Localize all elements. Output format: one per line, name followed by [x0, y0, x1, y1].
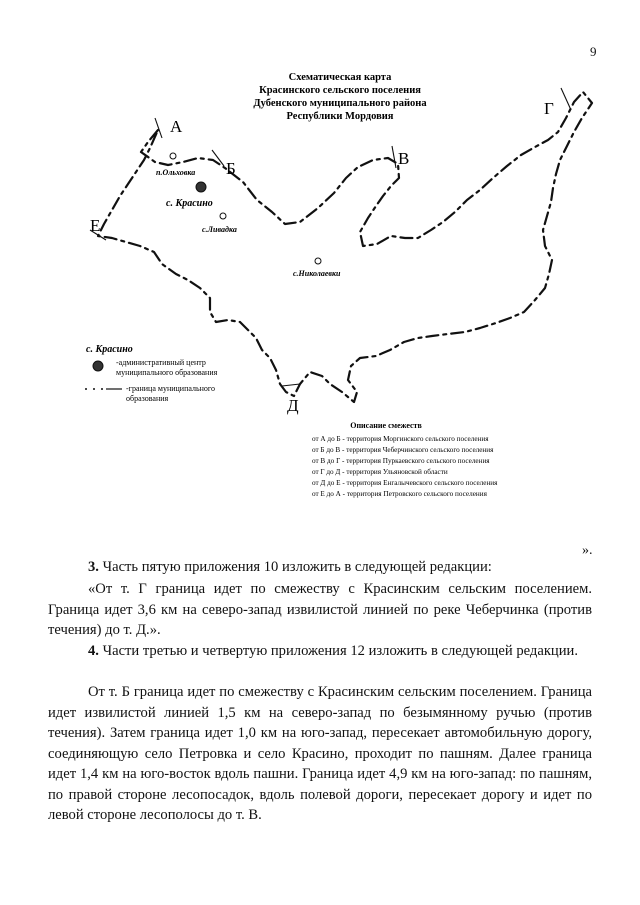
point-e-label: Е: [90, 216, 101, 235]
item-3-paragraph: [48, 557, 592, 578]
tick-v: [392, 146, 396, 168]
legend-dot-3: [101, 388, 103, 390]
point-v-label: В: [398, 149, 410, 168]
item-4-paragraph: [48, 641, 592, 662]
village-krasino-label: с. Красино: [166, 198, 213, 209]
adjacency-title: Описание смежеств: [350, 421, 422, 430]
page-number: 9: [590, 44, 597, 59]
adjacency-line-4: от Г до Д - территория Ульяновской области: [312, 468, 448, 476]
tick-g: [561, 88, 571, 110]
item-4-text: Части третью и четвертую приложения 12 изложить в следующей редакции.: [98, 643, 578, 659]
village-nikolaevka-marker: [315, 258, 321, 264]
legend-dot-1: [85, 388, 87, 390]
legend-center-desc-1: -административный центр: [116, 358, 206, 367]
map-title-line-3: Дубенского муниципального района: [253, 98, 427, 109]
item-3-text: Часть пятую приложения 10 изложить в следующей редакции:: [98, 559, 492, 575]
village-nikolaevka-label: с.Николаевки: [293, 269, 341, 278]
legend-center-desc-2: муниципального образования: [116, 368, 218, 377]
adjacency-line-6: от Е до А - территория Петровского сельского поселения: [312, 490, 487, 498]
admin-center-marker: [196, 182, 206, 192]
point-b-label: Б: [226, 159, 236, 178]
point-d-label: Д: [287, 396, 299, 415]
map-title-line-2: Красинского сельского поселения: [259, 85, 421, 96]
point-g-label: Г: [544, 99, 554, 118]
map-title-line-1: Схематическая карта: [288, 72, 392, 83]
item-3-number: 3.: [88, 559, 99, 575]
legend-center-name: с. Красино: [86, 344, 133, 355]
adjacency-line-2: от Б до В - территория Чеберчинского сельского поселения: [312, 446, 494, 454]
adjacency-line-3: от В до Г - территория Пуркаевского сельского поселения: [312, 457, 490, 465]
point-a-label: А: [170, 117, 183, 136]
map-title-line-4: Республики Мордовия: [286, 111, 394, 122]
legend-boundary-desc-1: -граница муниципального: [126, 384, 215, 393]
legend-center-icon: [93, 361, 103, 371]
village-livadka-marker: [220, 213, 226, 219]
item-3-quote: «От т. Г граница идет по смежеству с Красинским сельским поселением. Граница идет 3,6 км на северо-запад извилистой линией по реке Чеберчинка (против течения) до т. Д.».: [48, 581, 592, 638]
closing-quote: ».: [582, 543, 593, 558]
item-4-number: 4.: [88, 643, 99, 659]
boundary-line: [98, 92, 592, 402]
item-4-body: От т. Б граница идет по смежеству с Красинским сельским поселением. Граница идет извилистой линией 1,5 км на северо-запад по безымянному ручью (против течения). Затем граница идет 1,0 км на юго-запад, пересекает автомобильную дорогу, соединяющую село Петровка и село Красино, проходит по пашням. Далее граница идет 1,4 км на юго-восток вдоль пашни. Граница идет 4,9 км на юго-запад: по пашням, по правой стороне лесопосадок, вдоль полевой дороги, пересекает дорогу и идет по левой стороне лесополосы до т. В.: [48, 684, 592, 823]
adjacency-line-1: от А до Б - территория Моргинского сельского поселения: [312, 435, 489, 443]
village-olkhovka-label: п.Ольховка: [156, 168, 196, 177]
tick-d: [282, 384, 300, 386]
adjacency-line-5: от Д до Е - территория Енгалычевского сельского поселения: [312, 479, 498, 487]
legend-dot-2: [93, 388, 95, 390]
village-livadka-label: с.Ливадка: [202, 225, 237, 234]
village-olkhovka-marker: [170, 153, 176, 159]
legend-boundary-desc-2: образования: [126, 394, 169, 403]
